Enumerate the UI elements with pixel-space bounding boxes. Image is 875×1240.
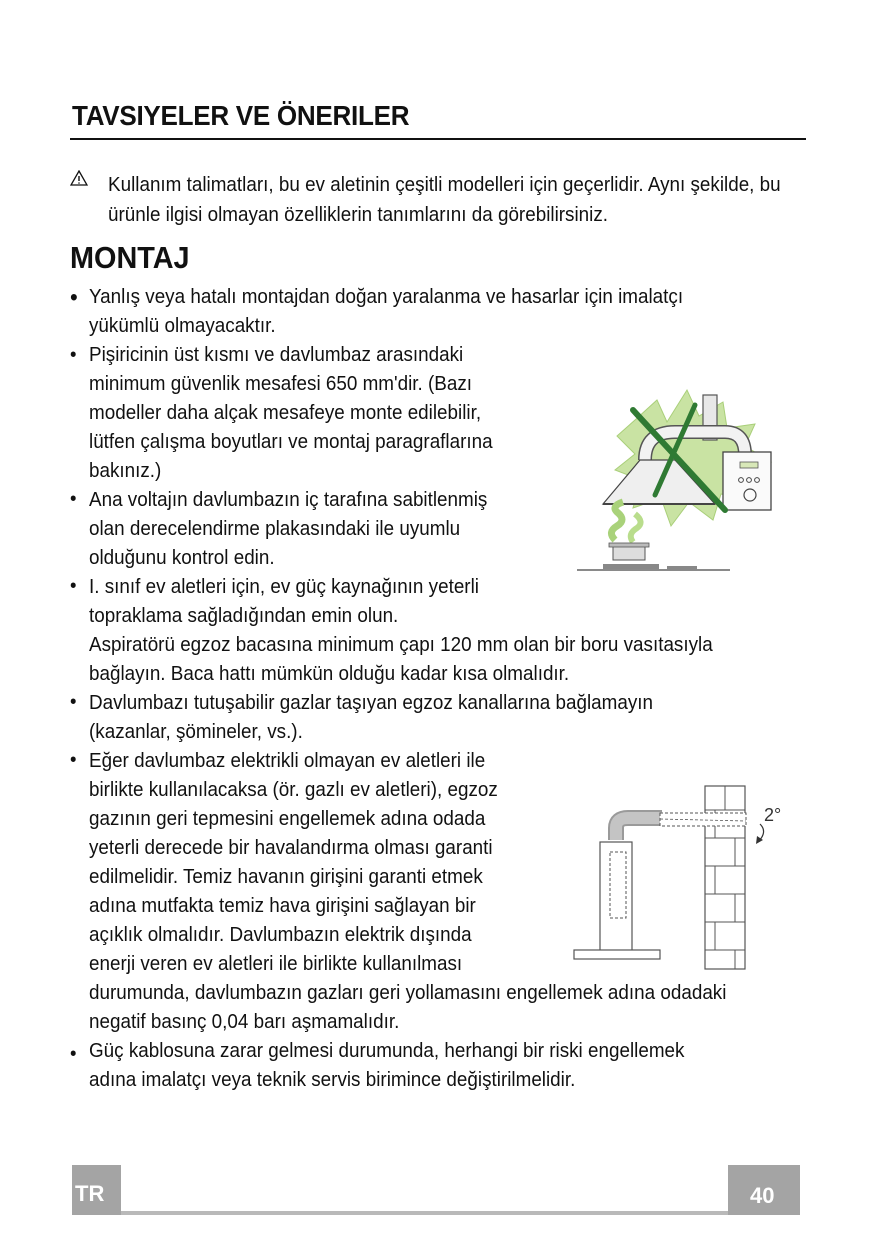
text-line: durumunda, davlumbazın gazları geri yollamasını engellemek adına odadaki bbox=[89, 981, 727, 1004]
text-line: Davlumbazı tutuşabilir gazlar taşıyan egzoz kanallarına bağlamayın bbox=[89, 691, 654, 714]
language-tab bbox=[72, 1165, 121, 1215]
text-line: topraklama sağladığından emin olun. bbox=[89, 604, 399, 627]
text-line: minimum güvenlik mesafesi 650 mm'dir. (Bazı bbox=[89, 372, 473, 395]
bullet-5: • bbox=[70, 691, 77, 713]
bullet-6: • bbox=[70, 749, 77, 771]
bullet-3: • bbox=[70, 488, 77, 510]
text-line: (kazanlar, şömineler, vs.). bbox=[89, 720, 303, 743]
general-note: Kullanım talimatları, bu ev aletinin çeşitli modelleri için geçerlidir. Aynı şekilde, bu ürünle ilgisi olmayan özelliklerin tanımlarını da görebilirsiniz. bbox=[108, 173, 781, 226]
section-title: MONTAJ bbox=[70, 240, 190, 275]
text-line: I. sınıf ev aletleri için, ev güç kaynağının yeterli bbox=[89, 575, 479, 598]
bullet-4: • bbox=[70, 575, 77, 597]
footer-line bbox=[72, 1211, 800, 1215]
text-line: modeller daha alçak mesafeye monte edilebilir, bbox=[89, 401, 482, 424]
text-line: edilmelidir. Temiz havanın girişini garanti etmek bbox=[89, 865, 483, 888]
text-line: olduğunu kontrol edin. bbox=[89, 546, 275, 569]
page-heading: TAVSIYELER VE ÖNERILER bbox=[72, 100, 410, 131]
text-line: enerji veren ev aletleri ile birlikte kullanılması bbox=[89, 952, 463, 975]
text-line: Güç kablosuna zarar gelmesi durumunda, herhangi bir riski engellemek bbox=[89, 1039, 685, 1062]
text-line: açıklık olmalıdır. Davlumbazın elektrik dışında bbox=[89, 923, 472, 946]
page-number: 40 bbox=[750, 1183, 775, 1208]
page-number-box bbox=[728, 1165, 800, 1215]
text-line: yükümlü olmayacaktır. bbox=[89, 314, 276, 337]
duct-wall-slope-illustration bbox=[570, 780, 785, 975]
text-line: adına imalatçı veya teknik servis birimince değiştirilmelidir. bbox=[89, 1068, 576, 1091]
text-line: birlikte kullanılacaksa (ör. gazlı ev aletleri), egzoz bbox=[89, 778, 498, 801]
text-line: gazının geri tepmesini engellemek adına odada bbox=[89, 807, 486, 830]
bullet-1: • bbox=[70, 284, 78, 311]
hood-gas-appliance-illustration bbox=[575, 380, 780, 575]
bullet-2: • bbox=[70, 344, 77, 366]
text-line: Ana voltajın davlumbazın iç tarafına sabitlenmiş bbox=[89, 488, 488, 511]
text-line: yeterli derecede bir havalandırma olması garanti bbox=[89, 836, 493, 859]
text-line: Eğer davlumbaz elektrikli olmayan ev aletleri ile bbox=[89, 749, 486, 772]
text-line: Yanlış veya hatalı montajdan doğan yaralanma ve hasarlar için imalatçı bbox=[89, 285, 684, 308]
bullet-7: • bbox=[70, 1043, 77, 1065]
text-line: adına mutfakta temiz hava girişini sağlayan bir bbox=[89, 894, 476, 917]
text-line: bakınız.) bbox=[89, 459, 162, 482]
text-line: Aspiratörü egzoz bacasına minimum çapı 120 mm olan bir boru vasıtasıyla bbox=[89, 633, 713, 656]
warning-triangle-icon bbox=[70, 170, 88, 186]
text-line: olan derecelendirme plakasındaki ile uyumlu bbox=[89, 517, 461, 540]
language-code: TR bbox=[75, 1181, 105, 1206]
heading-rule bbox=[70, 138, 806, 140]
text-line: Pişiricinin üst kısmı ve davlumbaz arasındaki bbox=[89, 343, 464, 366]
text-line: bağlayın. Baca hattı mümkün olduğu kadar kısa olmalıdır. bbox=[89, 662, 570, 685]
slope-angle-label: 2° bbox=[764, 805, 782, 825]
text-line: negatif basınç 0,04 barı aşmamalıdır. bbox=[89, 1010, 400, 1033]
text-line: lütfen çalışma boyutları ve montaj paragraflarına bbox=[89, 430, 493, 453]
